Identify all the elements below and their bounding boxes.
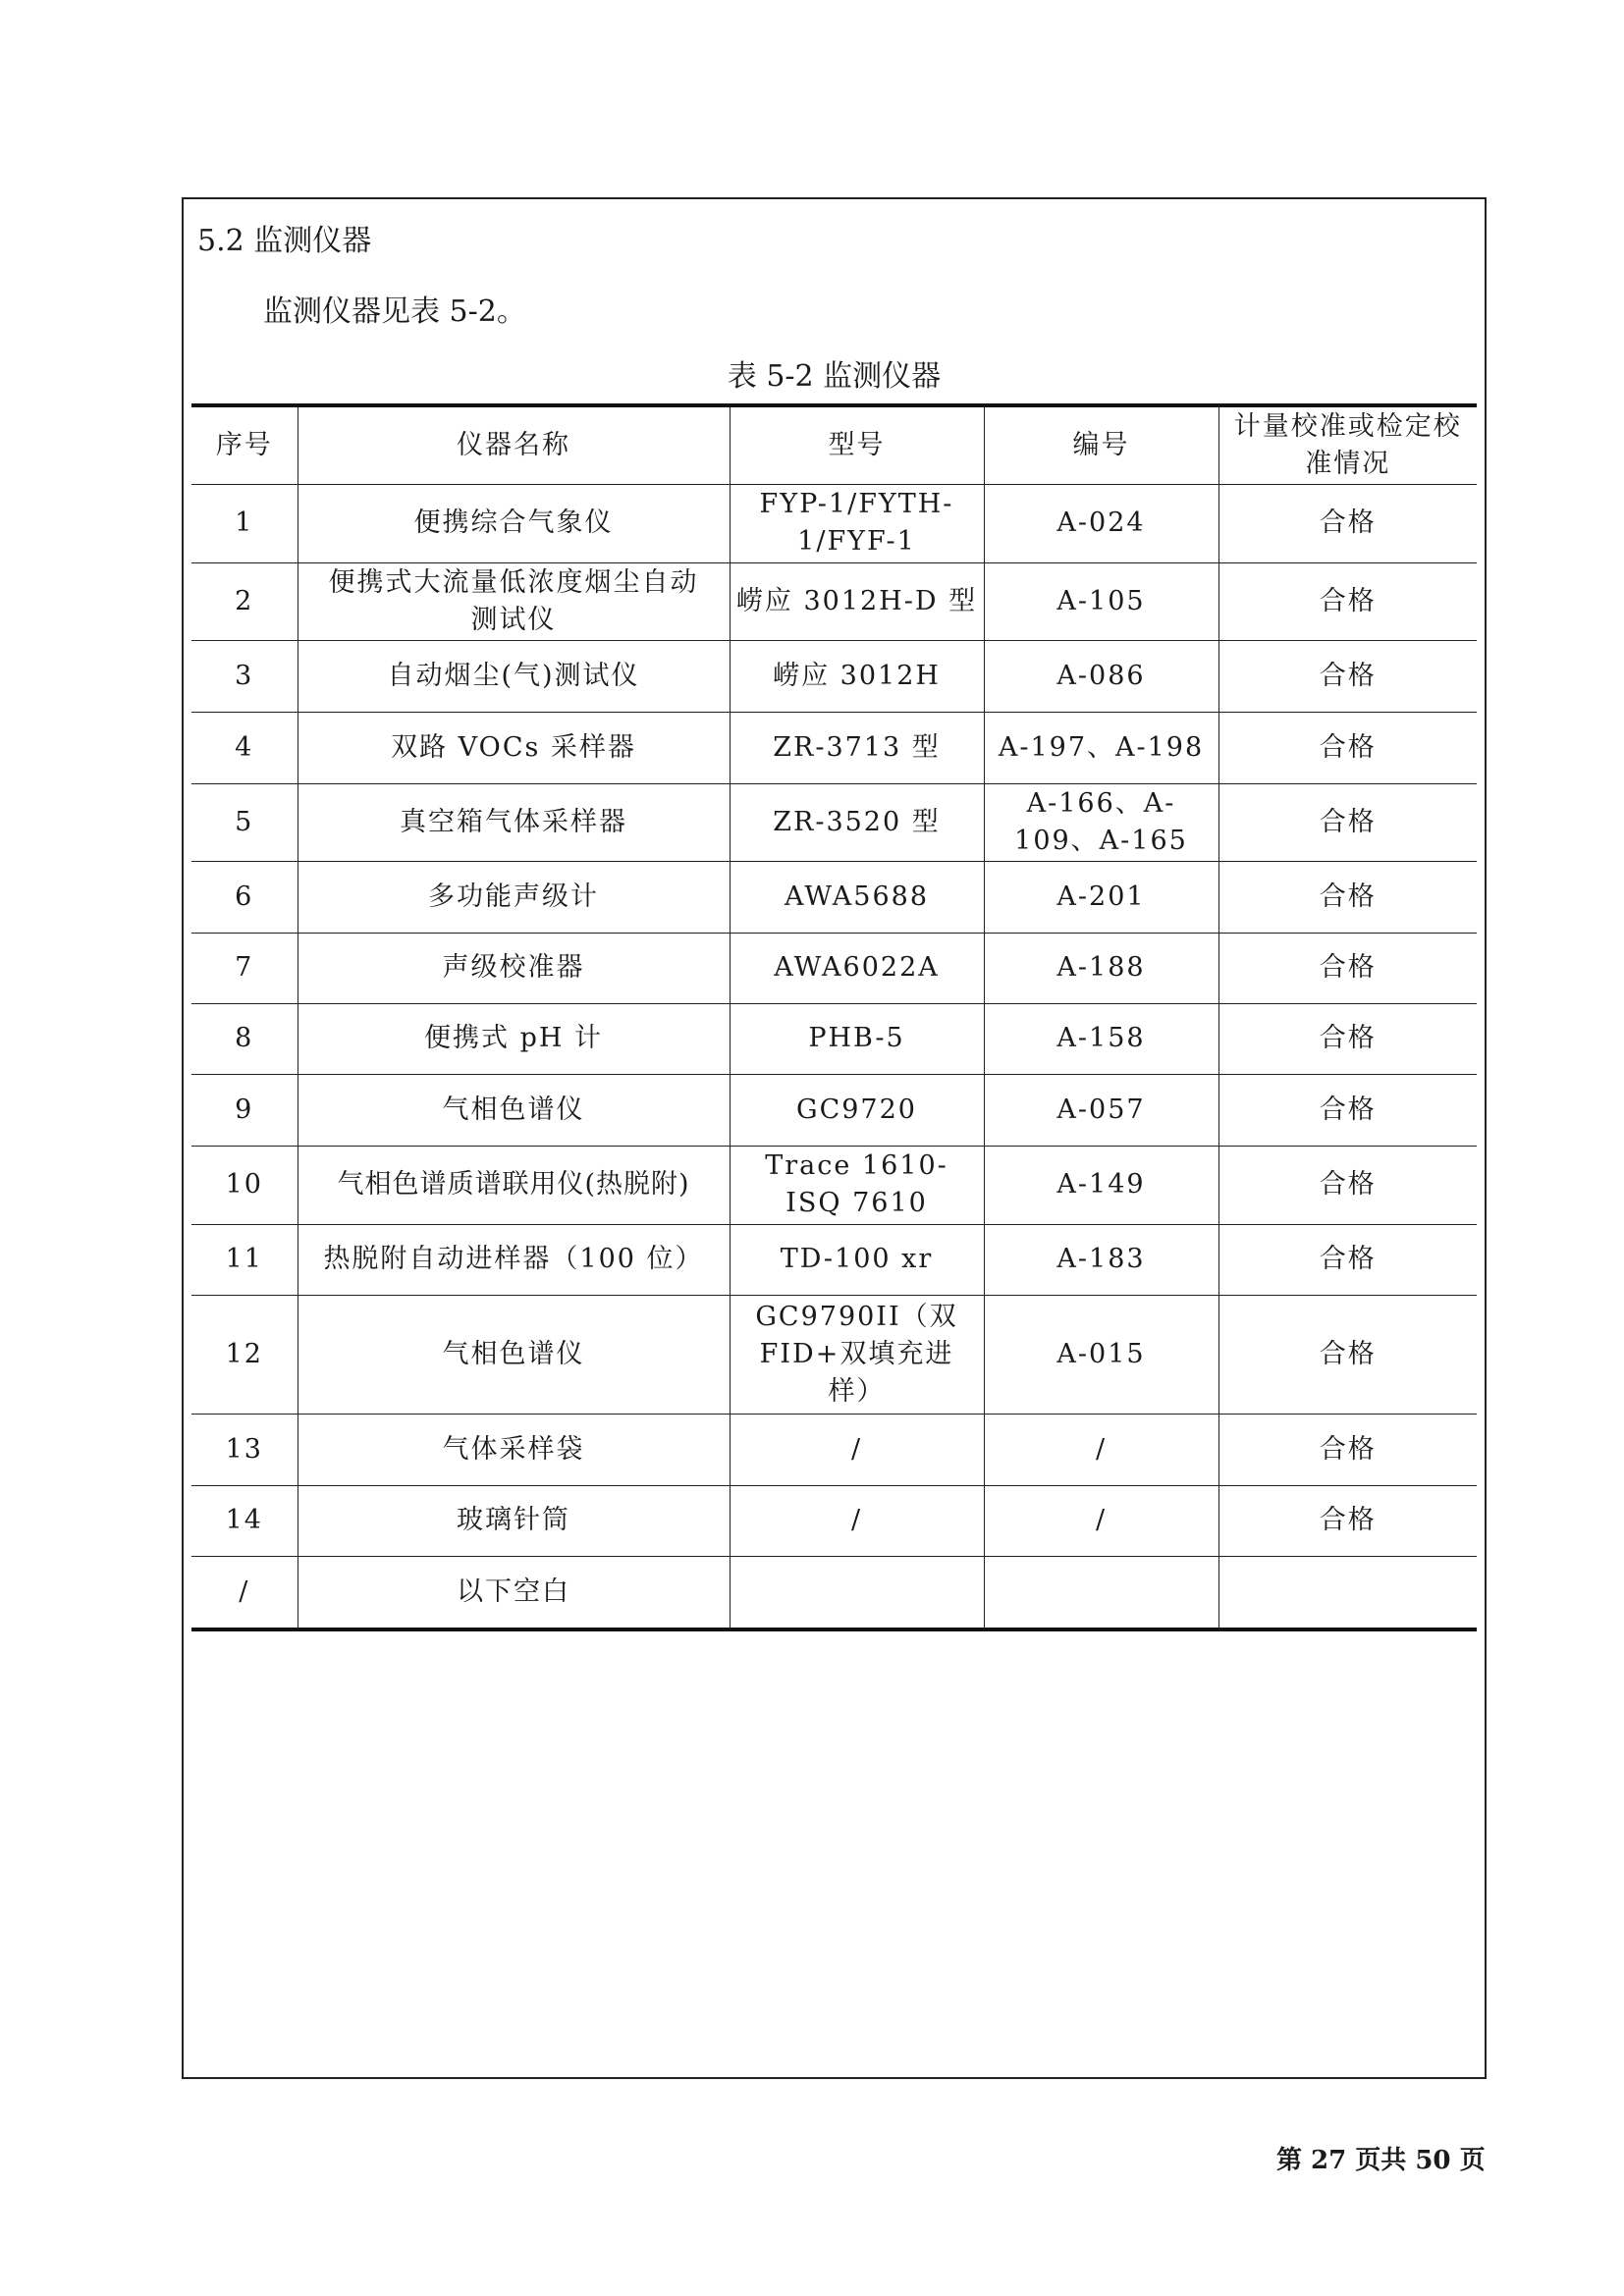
table-row <box>191 1074 1477 1146</box>
cell-code: A-188 <box>984 933 1218 1003</box>
cell-status: 合格 <box>1218 562 1477 640</box>
cell-no: 4 <box>191 712 298 783</box>
cell-name: 真空箱气体采样器 <box>298 783 730 861</box>
table-row <box>191 1224 1477 1295</box>
cell-no: 2 <box>191 562 298 640</box>
cell-no: 3 <box>191 640 298 712</box>
table-row <box>191 933 1477 1003</box>
cell-code <box>984 1556 1218 1629</box>
cell-model: AWA6022A <box>730 933 984 1003</box>
cell-model: TD-100 xr <box>730 1224 984 1295</box>
cell-model: / <box>730 1485 984 1556</box>
cell-name: 便携式大流量低浓度烟尘自动测试仪 <box>298 562 730 640</box>
cell-status: 合格 <box>1218 1295 1477 1414</box>
cell-status: 合格 <box>1218 783 1477 861</box>
cell-code: A-201 <box>984 861 1218 933</box>
cell-no: 8 <box>191 1003 298 1074</box>
cell-code: A-024 <box>984 484 1218 562</box>
cell-status: 合格 <box>1218 640 1477 712</box>
table-row <box>191 861 1477 933</box>
table-row <box>191 562 1477 640</box>
cell-code: A-183 <box>984 1224 1218 1295</box>
cell-no: 5 <box>191 783 298 861</box>
cell-model: PHB-5 <box>730 1003 984 1074</box>
table-row <box>191 484 1477 562</box>
cell-model: FYP-1/FYTH-1/FYF-1 <box>730 484 984 562</box>
header-name: 仪器名称 <box>298 405 730 484</box>
cell-name: 以下空白 <box>298 1556 730 1629</box>
header-code: 编号 <box>984 405 1218 484</box>
cell-status: 合格 <box>1218 861 1477 933</box>
cell-name: 声级校准器 <box>298 933 730 1003</box>
table-row <box>191 1414 1477 1485</box>
cell-no: 10 <box>191 1146 298 1224</box>
cell-model: AWA5688 <box>730 861 984 933</box>
cell-name: 气相色谱仪 <box>298 1074 730 1146</box>
table-caption: 表 5-2 监测仪器 <box>727 359 942 394</box>
table-row <box>191 783 1477 861</box>
cell-name: 便携式 pH 计 <box>298 1003 730 1074</box>
cell-no: 1 <box>191 484 298 562</box>
cell-code: A-057 <box>984 1074 1218 1146</box>
cell-code: A-105 <box>984 562 1218 640</box>
cell-name: 双路 VOCs 采样器 <box>298 712 730 783</box>
cell-no: 6 <box>191 861 298 933</box>
cell-name: 气体采样袋 <box>298 1414 730 1485</box>
page-number-footer: 第 27 页共 50 页 <box>1276 2146 1486 2175</box>
cell-status: 合格 <box>1218 1485 1477 1556</box>
cell-name: 热脱附自动进样器（100 位） <box>298 1224 730 1295</box>
cell-model <box>730 1556 984 1629</box>
cell-no: / <box>191 1556 298 1629</box>
cell-no: 13 <box>191 1414 298 1485</box>
cell-no: 9 <box>191 1074 298 1146</box>
table-row <box>191 1485 1477 1556</box>
cell-name: 自动烟尘(气)测试仪 <box>298 640 730 712</box>
header-model: 型号 <box>730 405 984 484</box>
cell-status <box>1218 1556 1477 1629</box>
cell-model: ZR-3713 型 <box>730 712 984 783</box>
cell-model: 崂应 3012H-D 型 <box>730 562 984 640</box>
cell-code: / <box>984 1414 1218 1485</box>
cell-no: 14 <box>191 1485 298 1556</box>
table-row <box>191 1003 1477 1074</box>
section-title: 5.2 监测仪器 <box>197 224 372 258</box>
cell-name: 玻璃针筒 <box>298 1485 730 1556</box>
header-status: 计量校准或检定校准情况 <box>1218 405 1477 484</box>
cell-code: A-015 <box>984 1295 1218 1414</box>
cell-status: 合格 <box>1218 1224 1477 1295</box>
header-no: 序号 <box>191 405 298 484</box>
cell-code: / <box>984 1485 1218 1556</box>
cell-no: 11 <box>191 1224 298 1295</box>
cell-status: 合格 <box>1218 933 1477 1003</box>
intro-text: 监测仪器见表 5-2。 <box>263 294 526 329</box>
cell-code: A-149 <box>984 1146 1218 1224</box>
table-row <box>191 640 1477 712</box>
cell-model: Trace 1610-ISQ 7610 <box>730 1146 984 1224</box>
cell-code: A-158 <box>984 1003 1218 1074</box>
cell-code: A-086 <box>984 640 1218 712</box>
cell-no: 12 <box>191 1295 298 1414</box>
table-header-row <box>191 405 1477 484</box>
cell-name: 气相色谱质谱联用仪(热脱附) <box>298 1146 730 1224</box>
cell-status: 合格 <box>1218 1003 1477 1074</box>
table-row <box>191 1295 1477 1414</box>
cell-code: A-197、A-198 <box>984 712 1218 783</box>
instrument-table <box>191 403 1477 1631</box>
cell-model: ZR-3520 型 <box>730 783 984 861</box>
table-row <box>191 1556 1477 1629</box>
cell-model: 崂应 3012H <box>730 640 984 712</box>
cell-name: 便携综合气象仪 <box>298 484 730 562</box>
cell-no: 7 <box>191 933 298 1003</box>
table-row <box>191 1146 1477 1224</box>
cell-name: 多功能声级计 <box>298 861 730 933</box>
cell-code: A-166、A-109、A-165 <box>984 783 1218 861</box>
cell-model: GC9790II（双 FID+双填充进样） <box>730 1295 984 1414</box>
cell-status: 合格 <box>1218 1074 1477 1146</box>
cell-status: 合格 <box>1218 1414 1477 1485</box>
cell-status: 合格 <box>1218 712 1477 783</box>
table-row <box>191 712 1477 783</box>
cell-model: GC9720 <box>730 1074 984 1146</box>
cell-status: 合格 <box>1218 1146 1477 1224</box>
cell-status: 合格 <box>1218 484 1477 562</box>
cell-model: / <box>730 1414 984 1485</box>
cell-name: 气相色谱仪 <box>298 1295 730 1414</box>
